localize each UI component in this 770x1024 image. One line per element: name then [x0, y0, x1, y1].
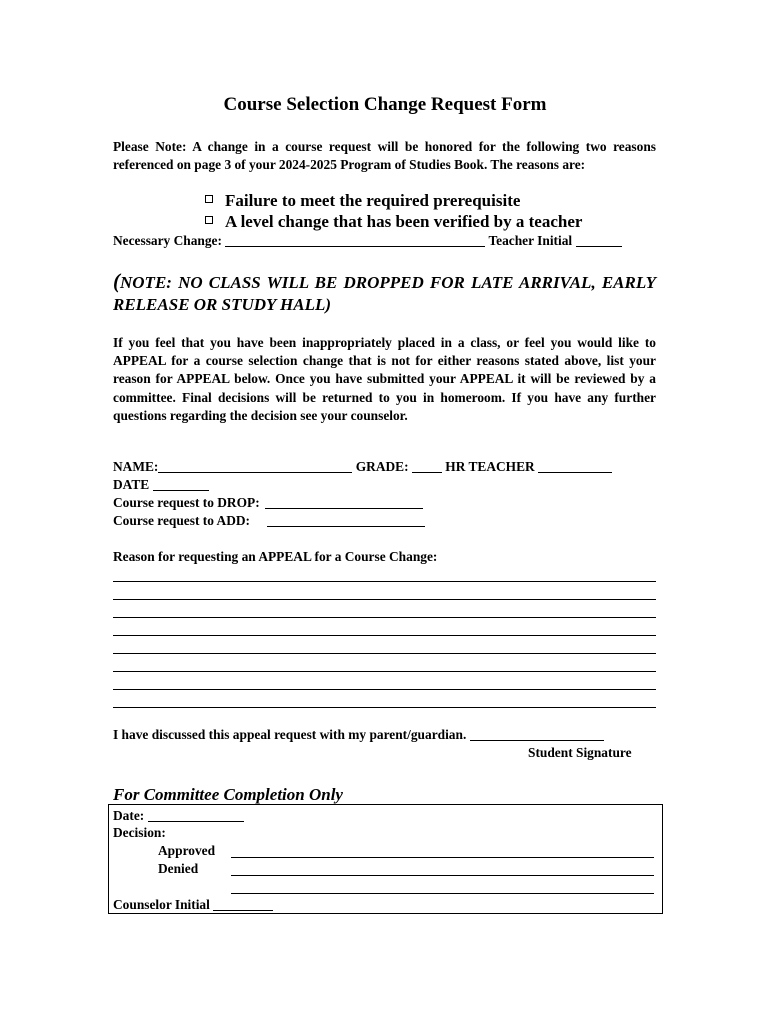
- counselor-initial-field[interactable]: [213, 898, 273, 911]
- appeal-paragraph: If you feel that you have been inappropriately placed in a class, or feel you would like to APPEAL for a course selection change that is not for either reasons stated above, list your reason for APPEAL below. Once you have submitted your APPEAL it will be reviewed by a committee. Final decisions will be returned to you in homeroom. If you have any further questions regarding the decision see your counselor.: [113, 335, 656, 423]
- committee-date-field[interactable]: [148, 809, 244, 822]
- name-field[interactable]: [158, 460, 352, 473]
- denied-field[interactable]: [231, 875, 654, 876]
- intro-paragraph: Please Note: A change in a course request will be honored for the following two reasons referenced on page 3 of your 2024-2025 Program of Studies Book. The reasons are:: [113, 139, 656, 173]
- reason-line[interactable]: [113, 671, 656, 672]
- reason-text-2: A level change that has been verified by a teacher: [225, 212, 583, 231]
- drop-row: [113, 495, 423, 511]
- reason-line[interactable]: [113, 653, 656, 654]
- committee-box: [108, 804, 663, 914]
- approved-label: Approved: [158, 843, 216, 858]
- page-title: Course Selection Change Request Form: [223, 94, 547, 115]
- add-field[interactable]: [267, 514, 425, 527]
- drop-label: Course request to DROP:: [113, 495, 260, 510]
- grade-field[interactable]: [412, 460, 442, 473]
- reason-line[interactable]: [113, 617, 656, 618]
- hr-teacher-label: HR TEACHER: [445, 459, 535, 474]
- reason-line[interactable]: [113, 581, 656, 582]
- name-grade-row: [113, 459, 612, 475]
- teacher-initial-label: Teacher Initial: [488, 233, 573, 248]
- necessary-change-row: [113, 233, 622, 249]
- hr-teacher-field[interactable]: [538, 460, 612, 473]
- necessary-change-label: Necessary Change:: [113, 233, 222, 248]
- name-label: NAME:: [113, 459, 159, 474]
- counselor-initial-label: Counselor Initial: [113, 897, 210, 912]
- decision-label: Decision:: [113, 825, 166, 840]
- student-signature-field[interactable]: [470, 728, 604, 741]
- committee-date-row: [113, 808, 244, 824]
- date-row: [113, 477, 209, 493]
- reason-item-1: [205, 191, 520, 211]
- reason-line[interactable]: [113, 707, 656, 708]
- committee-date-label: Date:: [113, 808, 145, 823]
- counselor-initial-row: [113, 897, 273, 913]
- drop-field[interactable]: [265, 496, 423, 509]
- committee-title: For Committee Completion Only: [113, 785, 343, 804]
- date-field[interactable]: [153, 478, 209, 491]
- reason-line[interactable]: [113, 599, 656, 600]
- parent-discussion-row: [113, 727, 604, 743]
- necessary-change-field[interactable]: [225, 234, 485, 247]
- denied-label: Denied: [158, 861, 199, 876]
- reason-text-1: Failure to meet the required prerequisite: [225, 191, 521, 210]
- note-paren: (: [113, 269, 120, 293]
- discussed-label: I have discussed this appeal request with my parent/guardian.: [113, 727, 467, 742]
- add-row: [113, 513, 425, 529]
- student-signature-label: Student Signature: [528, 745, 632, 760]
- note-text: [113, 270, 656, 316]
- checkbox-bullet-icon: [205, 195, 213, 203]
- reason-line[interactable]: [113, 689, 656, 690]
- approved-field[interactable]: [231, 857, 654, 858]
- grade-label: GRADE:: [355, 459, 409, 474]
- denied-extra-line[interactable]: [231, 893, 654, 894]
- reason-label: Reason for requesting an APPEAL for a Course Change:: [113, 549, 438, 564]
- add-label: Course request to ADD:: [113, 513, 250, 528]
- reason-item-2: [205, 212, 582, 232]
- reason-line[interactable]: [113, 635, 656, 636]
- date-label: DATE: [113, 477, 150, 492]
- note-body: NOTE: NO CLASS WILL BE DROPPED FOR LATE ARRIVAL, EARLY RELEASE OR STUDY HALL): [113, 273, 656, 314]
- teacher-initial-field[interactable]: [576, 234, 622, 247]
- checkbox-bullet-icon: [205, 216, 213, 224]
